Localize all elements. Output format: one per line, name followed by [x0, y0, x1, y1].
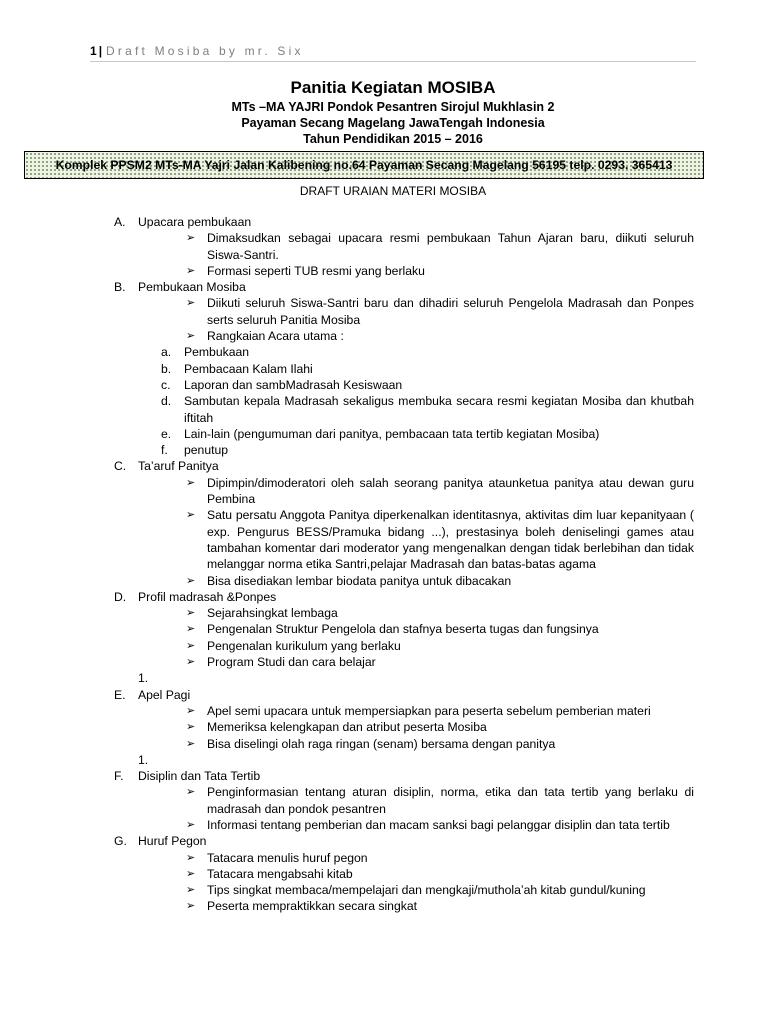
institution-location: Payaman Secang Magelang JawaTengah Indonesia — [241, 116, 545, 130]
section-heading — [0, 687, 768, 703]
bullet-text: Penginformasian tentang aturan disiplin, norma, etika dan tata tertib yang berlaku di madrasah dan pondok pesantren — [207, 785, 694, 816]
section-heading — [0, 214, 768, 230]
bullet-text: Tatacara mengabsahi kitab — [207, 866, 353, 881]
section-letter: B. — [114, 280, 126, 295]
bullet-text: Dimaksudkan sebagai upacara resmi pembukaan Tahun Ajaran baru, diikuti seluruh Siswa-Santri. — [207, 231, 694, 262]
arrowhead-bullet-icon: ➢ — [186, 900, 196, 913]
arrowhead-bullet-icon: ➢ — [186, 509, 196, 522]
arrowhead-bullet-icon: ➢ — [186, 721, 196, 734]
bullet-item — [0, 784, 694, 817]
arrowhead-bullet-icon: ➢ — [186, 851, 196, 864]
section-title: Disiplin dan Tata Tertib — [138, 769, 261, 784]
arrowhead-bullet-icon: ➢ — [186, 623, 196, 636]
section-letter: D. — [114, 589, 127, 604]
bullet-item — [0, 475, 694, 508]
section-letter: C. — [114, 459, 127, 474]
bullet-item — [0, 882, 694, 898]
bullet-item — [0, 866, 694, 882]
bullet-item — [0, 736, 694, 752]
section-heading — [0, 589, 768, 605]
arrowhead-bullet-icon: ➢ — [186, 639, 196, 652]
bullet-item — [0, 850, 694, 866]
bullet-text: Pengenalan kurikulum yang berlaku — [207, 638, 401, 653]
bullet-item — [0, 263, 694, 279]
arrowhead-bullet-icon: ➢ — [186, 656, 196, 669]
bullet-text: Apel semi upacara untuk mempersiapkan para peserta sebelum pemberian materi — [207, 703, 651, 718]
arrowhead-bullet-icon: ➢ — [186, 737, 196, 750]
bullet-item — [0, 328, 694, 344]
bullet-text: Bisa disediakan lembar biodata panitya untuk dibacakan — [207, 573, 512, 588]
sub-item-text: Pembacaan Kalam Ilahi — [184, 361, 313, 376]
arrowhead-bullet-icon: ➢ — [186, 818, 196, 831]
arrowhead-bullet-icon: ➢ — [186, 574, 196, 587]
arrowhead-bullet-icon: ➢ — [186, 884, 196, 897]
document-title: Panitia Kegiatan MOSIBA — [290, 78, 496, 97]
section-heading — [0, 768, 768, 784]
arrowhead-bullet-icon: ➢ — [186, 704, 196, 717]
sub-item — [0, 393, 694, 426]
bullet-text: Program Studi dan cara belajar — [207, 655, 376, 670]
arrowhead-bullet-icon: ➢ — [186, 786, 196, 799]
bullet-text: Bisa diselingi olah raga ringan (senam) bersama dengan panitya — [207, 736, 556, 751]
section-title: Profil madrasah &Ponpes — [138, 589, 277, 604]
bullet-item — [0, 605, 694, 621]
bullet-text: Peserta mempraktikkan secara singkat — [207, 899, 417, 914]
section-heading — [0, 458, 768, 474]
arrowhead-bullet-icon: ➢ — [186, 476, 196, 489]
arrowhead-bullet-icon: ➢ — [186, 607, 196, 620]
bullet-item — [0, 621, 694, 637]
running-title: Draft Mosiba by mr. Six — [106, 44, 304, 58]
bullet-text: Formasi seperti TUB resmi yang berlaku — [207, 263, 425, 278]
section-title: Upacara pembukaan — [138, 215, 252, 229]
sub-item — [0, 442, 694, 458]
address-box: Komplek PPSM2 MTs-MA Yajri Jalan Kalibening no.64 Payaman Secang Magelang 56195 telp. 0293. 365413 — [24, 151, 704, 179]
numbered-item: 1. — [138, 671, 149, 686]
bullet-text: Memeriksa kelengkapan dan atribut peserta Mosiba — [207, 720, 487, 735]
bullet-item — [0, 295, 694, 328]
sub-item-text: Lain-lain (pengumuman dari panitya, pembacaan tata tertib kegiatan Mosiba) — [184, 426, 600, 441]
bullet-text: Tips singkat membaca/mempelajari dan mengkaji/mutholaʼah kitab gundul/kuning — [207, 883, 646, 898]
sub-item — [0, 344, 694, 360]
sub-item-text: penutup — [184, 443, 229, 458]
bullet-item — [0, 898, 694, 914]
section-title: Pembukaan Mosiba — [138, 280, 246, 295]
section-letter: F. — [114, 769, 124, 784]
bullet-text: Diikuti seluruh Siswa-Santri baru dan dihadiri seluruh Pengelola Madrasah dan Ponpes serts seluruh Panitia Mosiba — [207, 296, 694, 327]
sub-item-letter: c. — [161, 377, 171, 392]
institution-name: MTs –MA YAJRI Pondok Pesantren Sirojul Mukhlasin 2 — [231, 100, 555, 114]
bullet-text: Rangkaian Acara utama : — [207, 329, 344, 344]
section-letter: G. — [114, 834, 127, 849]
academic-year: Tahun Pendidikan 2015 – 2016 — [303, 132, 483, 146]
title-block — [90, 77, 696, 147]
sub-item-letter: a. — [161, 345, 172, 360]
bullet-item — [0, 507, 694, 572]
doc-heading: DRAFT URAIAN MATERI MOSIBA — [299, 184, 487, 198]
section-letter: A. — [114, 215, 126, 229]
section-heading — [0, 833, 768, 849]
section-heading — [0, 279, 768, 295]
page-header — [90, 44, 696, 58]
sub-item-letter: d. — [161, 394, 172, 409]
bullet-text: Informasi tentang pemberian dan macam sanksi bagi pelanggar disiplin dan tata tertib — [207, 817, 670, 832]
page-number: 1 — [90, 44, 98, 58]
sub-item-text: Sambutan kepala Madrasah sekaligus membuka secara resmi kegiatan Mosiba dan khutbah iftitah — [184, 394, 694, 425]
bullet-item — [0, 817, 694, 833]
arrowhead-bullet-icon: ➢ — [186, 867, 196, 880]
bullet-text: Dipimpin/dimoderatori oleh salah seorang panitya ataunketua panitya atau dewan guru Pembina — [207, 475, 694, 507]
bullet-item — [0, 719, 694, 735]
bullet-item — [0, 703, 694, 719]
bullet-item — [0, 573, 694, 589]
section-title: Ta’aruf Panitya — [138, 459, 219, 474]
arrowhead-bullet-icon: ➢ — [186, 232, 196, 245]
numbered-item: 1. — [138, 752, 149, 767]
sub-item-letter: e. — [161, 426, 172, 441]
outline — [0, 214, 768, 915]
arrowhead-bullet-icon: ➢ — [186, 330, 196, 343]
bullet-item — [0, 638, 694, 654]
sub-item — [0, 426, 694, 442]
bullet-item — [0, 230, 694, 263]
bullet-item — [0, 654, 694, 670]
header-rule — [90, 61, 696, 62]
sub-item-letter: f. — [161, 443, 168, 458]
header-separator: | — [98, 44, 103, 58]
sub-item — [0, 377, 694, 393]
arrowhead-bullet-icon: ➢ — [186, 264, 196, 277]
sub-item-text: Laporan dan sambMadrasah Kesiswaan — [184, 377, 403, 392]
section-letter: E. — [114, 687, 126, 702]
sub-item — [0, 361, 694, 377]
arrowhead-bullet-icon: ➢ — [186, 297, 196, 310]
bullet-text: Tatacara menulis huruf pegon — [207, 850, 368, 865]
section-title: Apel Pagi — [138, 687, 191, 702]
sub-item-text: Pembukaan — [184, 345, 250, 360]
sub-item-letter: b. — [161, 361, 172, 376]
section-title: Huruf Pegon — [138, 834, 207, 849]
bullet-text: Satu persatu Anggota Panitya diperkenalkan identitasnya, aktivitas dim luar kepanityaan ( exp. Pengurus BESS/Pramuka bidang ...), prestasinya boleh deniselingi games atau tambahan komentar dari moderator yang mengenalkan dengan tidak berlebihan dan tidak melanggar norma etika Santri,pelajar Madrasah dan batas-batas agama — [207, 508, 694, 572]
bullet-text: Sejarahsingkat lembaga — [207, 606, 338, 621]
bullet-text: Pengenalan Struktur Pengelola dan stafnya beserta tugas dan fungsinya — [207, 622, 599, 637]
